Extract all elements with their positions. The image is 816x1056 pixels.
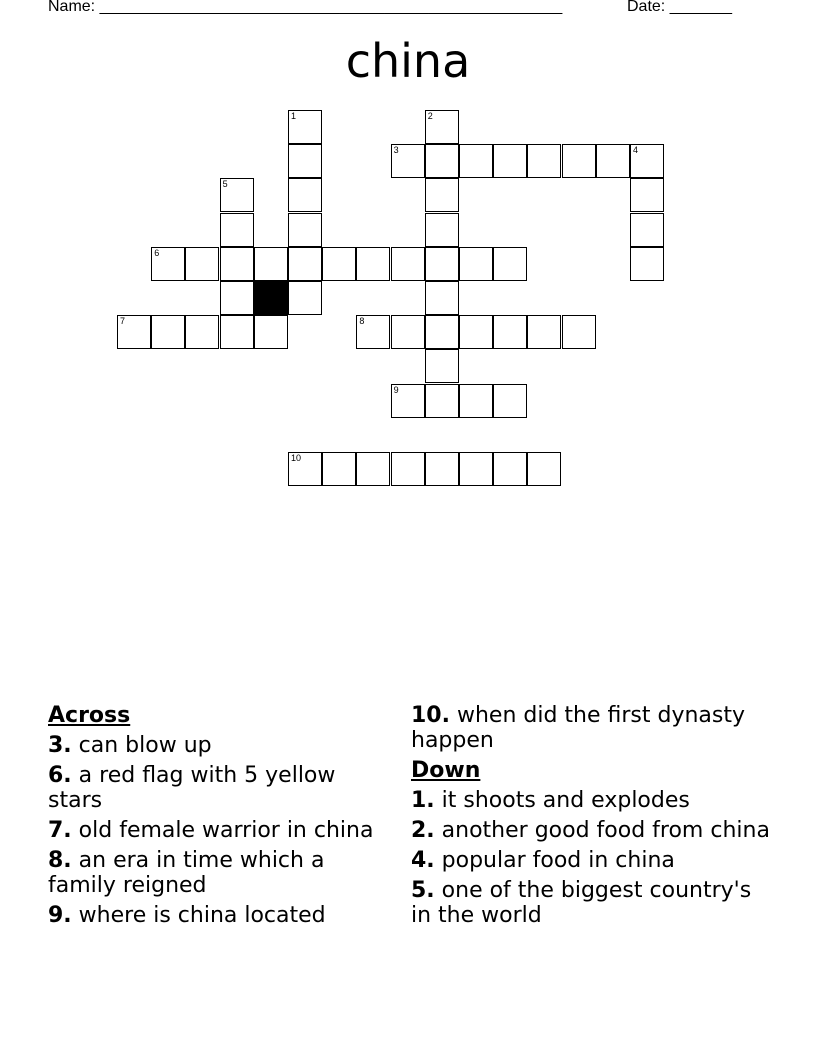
clue-across-7 [48,818,378,843]
clue-number: 1. [411,788,435,813]
grid-cell[interactable] [254,247,288,281]
clue-text: another good food from china [434,818,770,843]
grid-cell[interactable] [425,452,459,486]
grid-cell[interactable] [288,144,322,178]
grid-cell[interactable] [151,247,185,281]
grid-cell[interactable] [220,178,254,212]
down-heading: Down [411,758,481,783]
grid-cell[interactable] [322,452,356,486]
grid-cell[interactable] [596,144,630,178]
grid-cell[interactable] [630,144,664,178]
cell-number: 7 [120,316,126,327]
cell-number: 5 [222,179,228,190]
clue-down-4 [411,848,771,873]
clue-number: 2. [411,818,435,843]
grid-cell[interactable] [425,281,459,315]
grid-cell[interactable] [459,452,493,486]
grid-cell[interactable] [391,384,425,418]
grid-cell[interactable] [562,144,596,178]
clue-number: 8. [48,848,72,873]
grid-cell[interactable] [151,315,185,349]
black-square [254,281,288,315]
grid-cell[interactable] [288,281,322,315]
clue-number: 9. [48,903,72,928]
clue-down-2 [411,818,771,843]
cell-number: 8 [359,316,365,327]
name-label: Name: ____________________________________________________ [48,0,563,15]
grid-cell[interactable] [288,452,322,486]
grid-cell[interactable] [630,247,664,281]
grid-cell[interactable] [220,281,254,315]
cell-number: 6 [154,247,160,258]
clue-number: 7. [48,818,72,843]
grid-cell[interactable] [391,144,425,178]
cell-number: 10 [291,453,302,463]
grid-cell[interactable] [425,144,459,178]
grid-cell[interactable] [288,110,322,144]
grid-cell[interactable] [425,213,459,247]
clues-left-column [48,703,378,933]
clue-across-6 [48,763,378,813]
grid-cell[interactable] [527,144,561,178]
grid-cell[interactable] [185,247,219,281]
grid-cell[interactable] [220,315,254,349]
cell-number: 3 [393,145,399,156]
clue-number: 5. [411,878,435,903]
grid-cell[interactable] [391,247,425,281]
grid-cell[interactable] [630,178,664,212]
grid-cell[interactable] [117,315,151,349]
clue-across-9 [48,903,378,928]
grid-cell[interactable] [459,144,493,178]
across-heading: Across [48,703,131,728]
date-label: Date: _______ [627,0,732,15]
grid-cell[interactable] [459,315,493,349]
grid-cell[interactable] [254,315,288,349]
clue-text: popular food in china [434,848,675,873]
clues-right-column [411,703,771,933]
grid-cell[interactable] [630,213,664,247]
grid-cell[interactable] [562,315,596,349]
clue-down-5 [411,878,771,928]
grid-cell[interactable] [527,452,561,486]
grid-cell[interactable] [322,247,356,281]
grid-cell[interactable] [493,144,527,178]
grid-cell[interactable] [425,349,459,383]
grid-cell[interactable] [288,213,322,247]
clue-text: one of the biggest country's in the world [411,878,752,928]
grid-cell[interactable] [425,384,459,418]
cell-number: 2 [427,111,433,121]
clue-text: it shoots and explodes [434,788,690,813]
grid-cell[interactable] [425,315,459,349]
cell-number: 9 [393,384,399,395]
grid-cell[interactable] [391,452,425,486]
grid-cell[interactable] [356,315,390,349]
clue-down-1 [411,788,771,813]
clue-text: when did the first dynasty happen [411,703,746,753]
clue-across-3 [48,733,378,758]
grid-cell[interactable] [459,384,493,418]
grid-cell[interactable] [185,315,219,349]
crossword-grid [0,0,816,500]
grid-cell[interactable] [459,247,493,281]
clue-text: a red flag with 5 yellow stars [48,763,336,813]
clue-across-10 [411,703,771,753]
grid-cell[interactable] [220,247,254,281]
clue-text: can blow up [71,733,212,758]
grid-cell[interactable] [288,178,322,212]
grid-cell[interactable] [425,178,459,212]
grid-cell[interactable] [493,452,527,486]
clue-text: old female warrior in china [71,818,374,843]
grid-cell[interactable] [493,384,527,418]
clue-text: an era in time which a family reigned [48,848,325,898]
clue-number: 4. [411,848,435,873]
grid-cell[interactable] [425,247,459,281]
clue-number: 10. [411,703,450,728]
clue-number: 3. [48,733,72,758]
grid-cell[interactable] [493,247,527,281]
page-title: china [345,34,471,88]
grid-cell[interactable] [356,247,390,281]
grid-cell[interactable] [391,315,425,349]
clue-across-8 [48,848,378,898]
grid-cell[interactable] [288,247,322,281]
grid-cell[interactable] [220,213,254,247]
grid-cell[interactable] [356,452,390,486]
grid-cell[interactable] [527,315,561,349]
cell-number: 1 [291,111,297,121]
cell-number: 4 [633,145,639,156]
clue-text: where is china located [71,903,326,928]
clue-number: 6. [48,763,72,788]
grid-cell[interactable] [425,110,459,144]
grid-cell[interactable] [493,315,527,349]
